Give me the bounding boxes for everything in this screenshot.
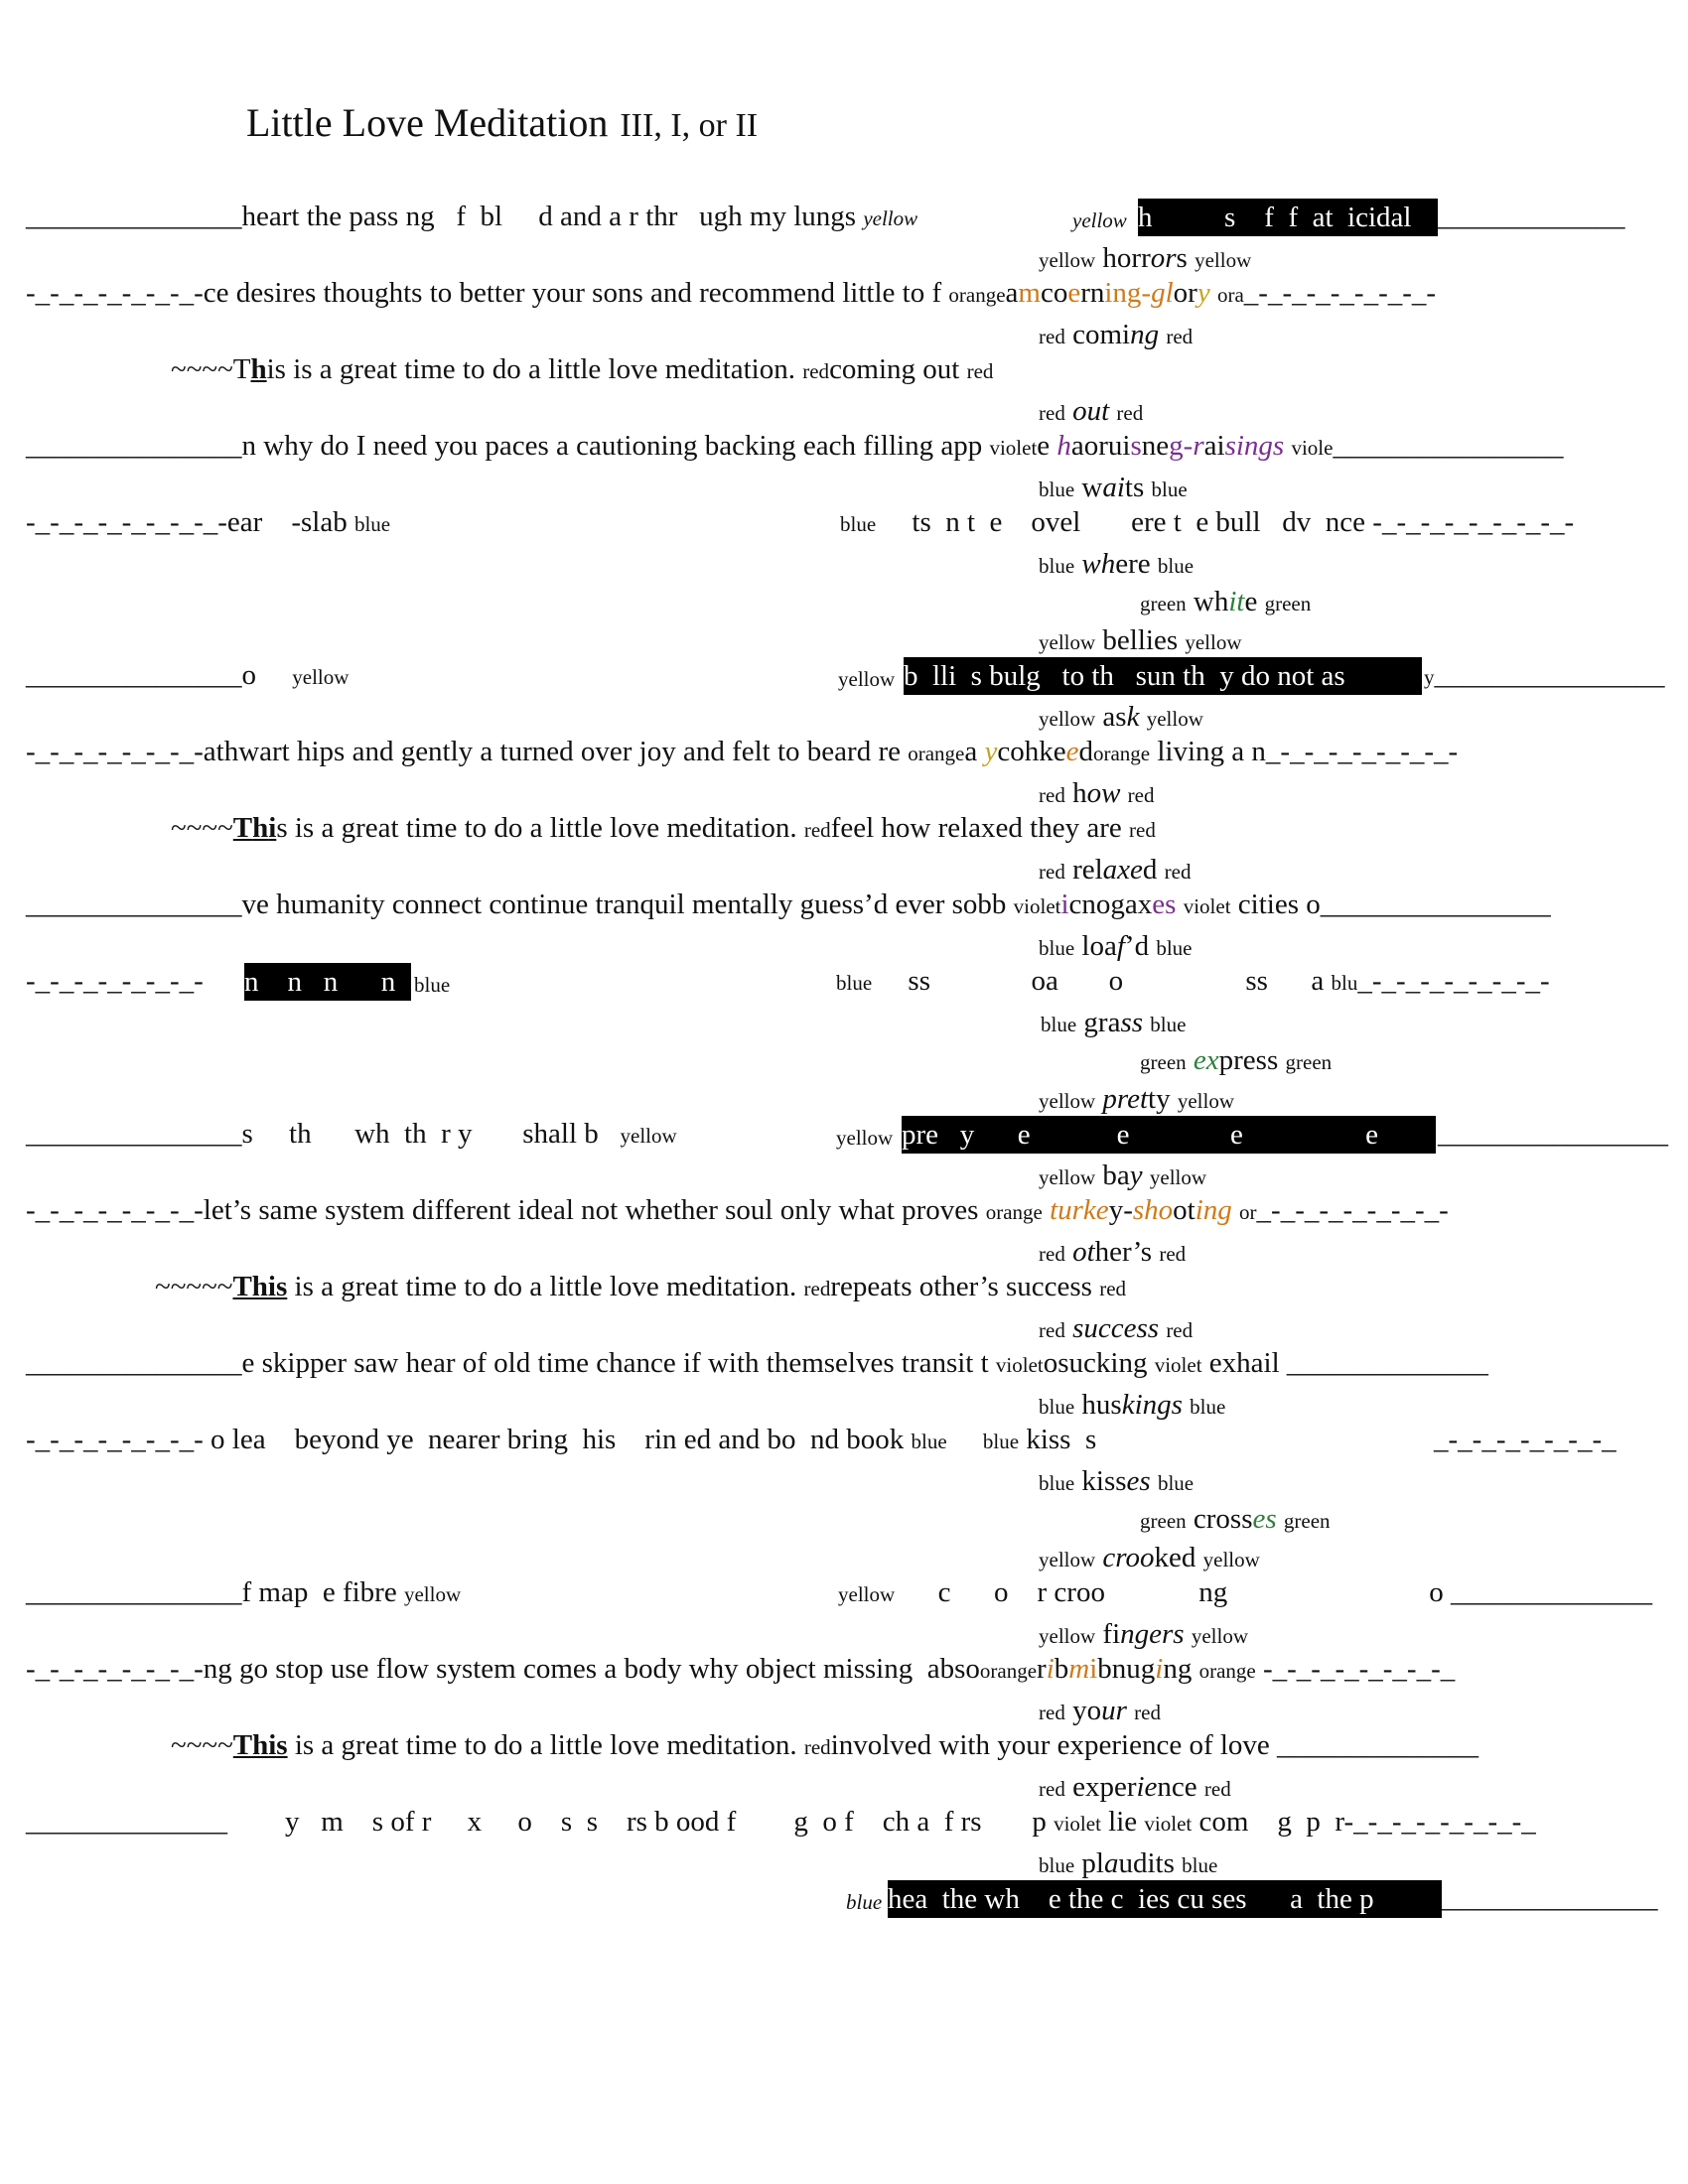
color-tag: blue	[982, 1430, 1020, 1453]
line-7: -_-_-_-_-_-_-_-athwart hips and gently a turned over joy and felt to beard re orangea ycohkeedorange living a n_-_-_-_-_-_-_-_-	[26, 736, 1459, 767]
line-18: ~~~~This is a great time to do a little love meditation. redinvolved with your experience of love ______________	[171, 1729, 1479, 1761]
rule: _______________	[26, 1576, 242, 1608]
color-tag: violet	[989, 436, 1038, 460]
redaction-block: hea the wh e the c ies cu ses a the p	[888, 1880, 1442, 1918]
color-tag: blue	[840, 512, 877, 536]
stack-word: yellow bellies yellow	[1039, 624, 1242, 656]
color-tag: yellow	[863, 206, 918, 230]
line-17: -_-_-_-_-_-_-_-ng go stop use flow system comes a body why object missing absoorangeribmibnuging orange -_-_-_-_-_-_-_-_	[26, 1653, 1456, 1685]
line-4: _______________n why do I need you paces a cautioning backing each filling app violete haoruisneg-raisings viole________________	[26, 430, 1564, 462]
line-14: _______________e skipper saw hear of old time chance if with themselves transit t violetosucking violet exhail ______________	[26, 1347, 1488, 1379]
rule: ________________	[1320, 888, 1551, 920]
rule: _______________	[26, 659, 242, 691]
stack-word: red how red	[1039, 777, 1155, 809]
color-tag: blue	[836, 971, 873, 995]
line-text: y m s of r x o s s rs b ood f g o f ch a f rs p	[285, 1806, 1047, 1838]
color-tag: ora	[1216, 283, 1244, 307]
color-tag: red	[966, 359, 994, 383]
color-tag: blu	[1331, 971, 1358, 995]
line-text: f map e fibre	[241, 1576, 397, 1608]
color-tag: yellow	[620, 1124, 677, 1148]
line-1	[26, 203, 917, 231]
color-tag: orange	[1198, 1659, 1256, 1683]
line-text: o	[241, 659, 256, 691]
color-tag: yellow	[403, 1582, 462, 1606]
line-text: ear -slab	[226, 506, 348, 538]
line-text: e skipper saw hear of old time chance if with themselves transit t	[241, 1347, 989, 1379]
line-15: -_-_-_-_-_-_-_- o lea beyond ye nearer bring his rin ed and bo nd book blue blue kiss s	[26, 1424, 1097, 1455]
rule: _______________	[26, 430, 242, 462]
color-tag: red	[1129, 818, 1156, 842]
line-text: athwart hips and gently a turned over joy and felt to beard re	[203, 736, 901, 767]
rule: _______________	[26, 888, 242, 920]
color-tag: orange	[948, 283, 1006, 307]
rule: -_-_-_-_-_-_-_-_	[1343, 1806, 1536, 1838]
line-3: ~~~~This is a great time to do a little love meditation. redcoming out red	[171, 353, 994, 385]
line-text: ce desires thoughts to better your sons and recommend little to f	[203, 277, 942, 309]
line-13: ~~~~~This is a great time to do a little love meditation. redrepeats other’s success red	[155, 1271, 1127, 1302]
line-text: n why do I need you paces a cautioning backing each filling app	[241, 430, 983, 462]
color-tag: red	[802, 359, 830, 383]
line-text: ve humanity connect continue tranquil mentally guess’d ever sobb	[241, 888, 1007, 920]
color-tag: violet	[1054, 1812, 1101, 1836]
line-text: ng go stop use flow system comes a body why object missing abso	[203, 1653, 980, 1685]
line-8: ~~~~This is a great time to do a little love meditation. redfeel how relaxed they are red	[171, 812, 1156, 844]
color-tag: yellow	[836, 1126, 894, 1150]
stack-word: blue huskings blue	[1039, 1389, 1226, 1421]
color-tag: red	[1099, 1277, 1127, 1300]
redaction-block: h s f f at icidal	[1138, 199, 1438, 236]
line-11	[26, 1120, 677, 1149]
color-tag: yellow	[838, 1582, 896, 1606]
stack-word: red other’s red	[1039, 1236, 1187, 1268]
stack-word: blue grass blue	[1041, 1007, 1187, 1038]
rule: ______________	[1277, 1729, 1479, 1761]
rule: -_-_-_-_-_-_-_-_	[1262, 1653, 1456, 1685]
color-tag: viole	[1291, 436, 1334, 460]
color-tag: violet	[1013, 894, 1061, 918]
rule: _-_-_-_-_-_-_-_-	[1357, 965, 1550, 997]
color-tag: orange	[985, 1200, 1043, 1224]
line-text: o lea beyond ye nearer bring his rin ed and bo nd book	[211, 1424, 905, 1455]
rule: ______________	[26, 1806, 227, 1838]
rule: -_-_-_-_-_-_-_-_-	[1372, 506, 1575, 538]
line-6-right: y________________	[1424, 659, 1665, 691]
rule: _______________	[26, 1118, 242, 1150]
rule: ______________	[1450, 1576, 1652, 1608]
redaction-block: n n n n	[244, 963, 411, 1001]
color-tag: red	[803, 1735, 831, 1759]
rule: _______________	[1442, 1882, 1658, 1914]
line-5	[26, 508, 390, 537]
line-10-rule: -_-_-_-_-_-_-_-	[26, 965, 204, 997]
page-subtitle: III, I, or II	[620, 107, 759, 144]
rule: ______________	[1286, 1347, 1488, 1379]
color-tag: blue	[846, 1890, 883, 1914]
stack-word: red coming red	[1039, 319, 1194, 350]
color-tag: yellow	[292, 665, 350, 689]
color-tag: blue	[353, 512, 391, 536]
line-6	[26, 661, 349, 690]
color-tag: orange	[979, 1659, 1038, 1683]
line-text: let’s same system different ideal not whether soul only what proves	[203, 1194, 979, 1226]
rule: -_-_-_-_-_-_-_-	[26, 1424, 204, 1455]
stack-word: green crosses green	[1140, 1503, 1331, 1535]
rule: ________________	[1434, 659, 1665, 691]
line-10-right: blue ss oa o ss a blu_-_-_-_-_-_-_-_-	[836, 965, 1550, 997]
stack-word: red your red	[1039, 1695, 1161, 1726]
color-tag: red	[803, 818, 831, 842]
color-tag: or	[1239, 1200, 1257, 1224]
color-tag: red	[803, 1277, 831, 1300]
color-tag: yellow	[838, 667, 896, 691]
stack-word: green white green	[1140, 586, 1312, 617]
stack-word: blue where blue	[1039, 548, 1195, 580]
line-16	[26, 1578, 461, 1607]
stack-word: red out red	[1039, 395, 1144, 427]
stack-word: yellow bay yellow	[1039, 1160, 1207, 1191]
color-tag: blue	[414, 973, 451, 997]
color-tag: violet	[995, 1353, 1044, 1377]
rule: -_-_-_-_-_-_-_-	[26, 736, 204, 767]
rule: -_-_-_-_-_-_-_-	[26, 277, 204, 309]
line-5-right: blue ts n t e ovel ere t e bull dv nce -_-_-_-_-_-_-_-_-	[840, 506, 1575, 538]
rule: _-_-_-_-_-_-_-_-	[1256, 1194, 1449, 1226]
stack-word: yellow fingers yellow	[1039, 1618, 1248, 1650]
rule: ________________	[1333, 430, 1564, 462]
title-line	[246, 100, 759, 145]
redaction-block: b lli s bulg to th sun th y do not as	[904, 657, 1422, 695]
line-12: -_-_-_-_-_-_-_-let’s same system different ideal not whether soul only what proves orange turkey-shooting or_-_-_-_-_-_-_-_-	[26, 1194, 1449, 1226]
line-16-right: yellow c o r croo ng o ______________	[838, 1576, 1652, 1608]
stack-word: blue waits blue	[1039, 472, 1188, 503]
color-tag: orange	[1092, 742, 1151, 765]
rule: _-_-_-_-_-_-_-_-	[1265, 736, 1459, 767]
line-text: s th wh th r y shall b	[241, 1118, 599, 1150]
stack-word: red relaxed red	[1039, 854, 1192, 886]
redaction-block: pre y e e e e	[902, 1116, 1436, 1154]
line-text: heart the pass ng f bl d and a r thr ugh my lungs	[241, 201, 857, 232]
stack-word: red experience red	[1039, 1771, 1231, 1803]
page-title: Little Love Meditation	[246, 100, 609, 145]
line-2: -_-_-_-_-_-_-_-ce desires thoughts to better your sons and recommend little to f orangeamcoerning-glory ora_-_-_-_-_-_-_-_-	[26, 277, 1437, 309]
color-tag: yellow	[1072, 208, 1127, 232]
stack-word: yellow ask yellow	[1039, 701, 1203, 733]
stack-word: red success red	[1039, 1312, 1194, 1344]
stack-word: yellow horrors yellow	[1039, 242, 1252, 274]
rule: -_-_-_-_-_-_-_-	[26, 1194, 204, 1226]
rule: _-_-_-_-_-_-_-_-	[1243, 277, 1437, 309]
stack-word: blue plaudits blue	[1039, 1847, 1218, 1879]
rule: ________________	[1438, 1118, 1668, 1150]
rule: _______________	[26, 201, 242, 232]
stack-word: yellow crooked yellow	[1039, 1542, 1260, 1573]
rule: -_-_-_-_-_-_-_-	[26, 1653, 204, 1685]
color-tag: orange	[908, 742, 965, 765]
rule: -_-_-_-_-_-_-_-_-	[26, 506, 227, 538]
color-tag: violet	[1154, 1353, 1202, 1377]
line-9: _______________ve humanity connect continue tranquil mentally guess’d ever sobb violeticnogaxes violet cities o________________	[26, 888, 1551, 920]
rule: _____________	[1438, 201, 1625, 232]
rule: _______________	[26, 1347, 242, 1379]
stack-word: green express green	[1140, 1044, 1333, 1076]
rule: _-_-_-_-_-_-_-_	[1434, 1424, 1617, 1455]
stack-word: blue loaf’d blue	[1039, 930, 1193, 962]
color-tag: violet	[1144, 1812, 1193, 1836]
stack-word: blue kisses blue	[1039, 1465, 1195, 1497]
stack-word: yellow pretty yellow	[1039, 1083, 1235, 1115]
color-tag: violet	[1183, 894, 1231, 918]
line-19: ______________ y m s of r x o s s rs b ood f g o f ch a f rs p violet lie violet com g p r-_-_-_-_-_-_-_-_	[26, 1806, 1536, 1838]
color-tag: blue	[911, 1430, 947, 1453]
